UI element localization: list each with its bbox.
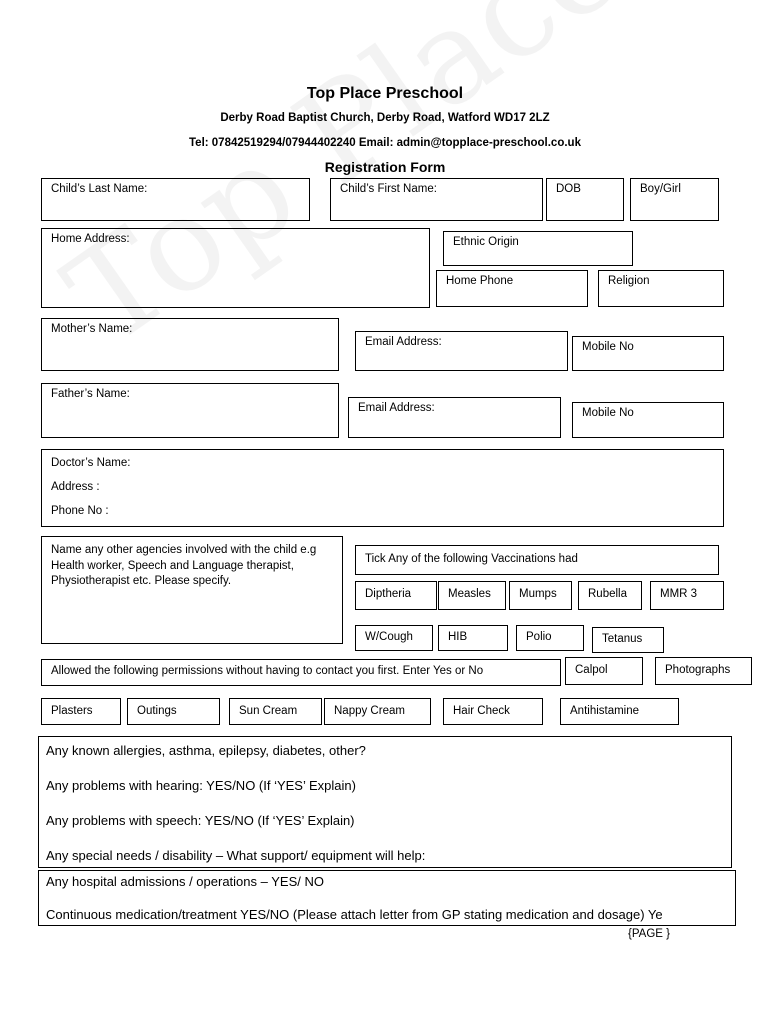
permission-label: Hair Check: [453, 705, 510, 717]
mother-email-label: Email Address:: [365, 336, 442, 348]
vaccine-label: Diptheria: [365, 588, 412, 600]
hearing-question: Any problems with hearing: YES/NO (If ‘YES’ Explain): [46, 778, 356, 793]
permission-hair-check[interactable]: [443, 698, 543, 725]
agencies-label: Name any other agencies involved with the child e.g Health worker, Speech and Language therapist, Physiotherapist etc. Please specify.: [51, 544, 317, 588]
form-title: Registration Form: [324, 159, 446, 175]
allergies-question: Any known allergies, asthma, epilepsy, diabetes, other?: [46, 743, 366, 758]
father-name-field[interactable]: [41, 383, 339, 438]
permission-nappy-cream[interactable]: [324, 698, 431, 725]
child-last-name-field[interactable]: [41, 178, 310, 221]
religion-label: Religion: [608, 275, 650, 287]
school-contact: Tel: 07842519294/07944402240 Email: admin@topplace-preschool.co.uk: [189, 137, 581, 149]
vaccine-label: W/Cough: [365, 631, 413, 643]
child-first-name-field[interactable]: [330, 178, 543, 221]
vaccine-tetanus[interactable]: [592, 627, 664, 653]
home-phone-label: Home Phone: [446, 275, 514, 287]
father-mobile-field[interactable]: [572, 402, 724, 438]
father-email-label: Email Address:: [358, 402, 435, 414]
medical-history-box[interactable]: [38, 870, 736, 926]
vaccine-hib[interactable]: [438, 625, 508, 651]
father-mobile-label: Mobile No: [582, 407, 634, 419]
vaccinations-heading: [355, 545, 719, 575]
mother-email-field[interactable]: [355, 331, 568, 371]
health-questions-box[interactable]: [38, 736, 732, 868]
religion-field[interactable]: [598, 270, 724, 307]
vaccine-wcough[interactable]: [355, 625, 433, 651]
permission-label: Sun Cream: [239, 705, 298, 717]
permissions-heading-label: Allowed the following permissions without having to contact you first. Enter Yes or No: [51, 665, 484, 677]
vaccine-label: Tetanus: [602, 633, 643, 645]
permission-label: Antihistamine: [570, 705, 640, 717]
speech-question: Any problems with speech: YES/NO (If ‘YES’ Explain): [46, 813, 355, 828]
vaccine-diptheria[interactable]: [355, 581, 437, 610]
vaccine-label: MMR 3: [660, 588, 698, 600]
agencies-field[interactable]: [41, 536, 343, 644]
child-last-name-label: Child’s Last Name:: [51, 183, 148, 195]
doctor-phone-label: Phone No :: [51, 505, 109, 517]
vaccine-measles[interactable]: [438, 581, 506, 610]
school-address: Derby Road Baptist Church, Derby Road, Watford WD17 2LZ: [220, 112, 550, 124]
permission-outings[interactable]: [127, 698, 220, 725]
permission-plasters[interactable]: [41, 698, 121, 725]
permission-label: Nappy Cream: [334, 705, 405, 717]
permission-label: Outings: [137, 705, 177, 717]
vaccine-label: Rubella: [588, 588, 627, 600]
dob-label: DOB: [556, 183, 581, 195]
dob-field[interactable]: [546, 178, 624, 221]
father-email-field[interactable]: [348, 397, 561, 438]
mother-name-label: Mother’s Name:: [51, 323, 133, 335]
permission-sun-cream[interactable]: [229, 698, 322, 725]
permission-antihistamine[interactable]: [560, 698, 679, 725]
vaccine-label: Measles: [448, 588, 491, 600]
home-address-field[interactable]: [41, 228, 430, 308]
vaccine-label: Polio: [526, 631, 552, 643]
doctor-address-label: Address :: [51, 481, 100, 493]
mother-mobile-label: Mobile No: [582, 341, 634, 353]
vaccine-polio[interactable]: [516, 625, 584, 651]
permission-label: Calpol: [575, 664, 608, 676]
home-address-label: Home Address:: [51, 233, 130, 245]
vaccine-mmr3[interactable]: [650, 581, 724, 610]
doctor-details-field[interactable]: [41, 449, 724, 527]
permission-photographs[interactable]: [655, 657, 752, 685]
doctor-name-label: Doctor’s Name:: [51, 457, 131, 469]
permission-label: Plasters: [51, 705, 93, 717]
ethnic-origin-field[interactable]: [443, 231, 633, 266]
special-needs-question: Any special needs / disability – What support/ equipment will help:: [46, 848, 426, 863]
vaccine-label: Mumps: [519, 588, 557, 600]
permission-calpol[interactable]: [565, 657, 643, 685]
permission-label: Photographs: [665, 664, 731, 676]
medication-question: Continuous medication/treatment YES/NO (Please attach letter from GP stating medication and dosage) Ye: [46, 907, 663, 922]
child-first-name-label: Child’s First Name:: [340, 183, 437, 195]
mother-mobile-field[interactable]: [572, 336, 724, 371]
home-phone-field[interactable]: [436, 270, 588, 307]
ethnic-origin-label: Ethnic Origin: [453, 236, 519, 248]
permissions-heading: [41, 659, 561, 686]
vaccine-label: HIB: [448, 631, 468, 643]
mother-name-field[interactable]: [41, 318, 339, 371]
gender-label: Boy/Girl: [640, 183, 681, 195]
father-name-label: Father’s Name:: [51, 388, 130, 400]
vaccine-rubella[interactable]: [578, 581, 642, 610]
gender-field[interactable]: [630, 178, 719, 221]
page-number: {PAGE }: [628, 928, 670, 940]
hospital-question: Any hospital admissions / operations – YES/ NO: [46, 874, 324, 889]
vaccinations-heading-label: Tick Any of the following Vaccinations had: [365, 553, 578, 565]
school-title: Top Place Preschool: [306, 85, 464, 102]
vaccine-mumps[interactable]: [509, 581, 572, 610]
